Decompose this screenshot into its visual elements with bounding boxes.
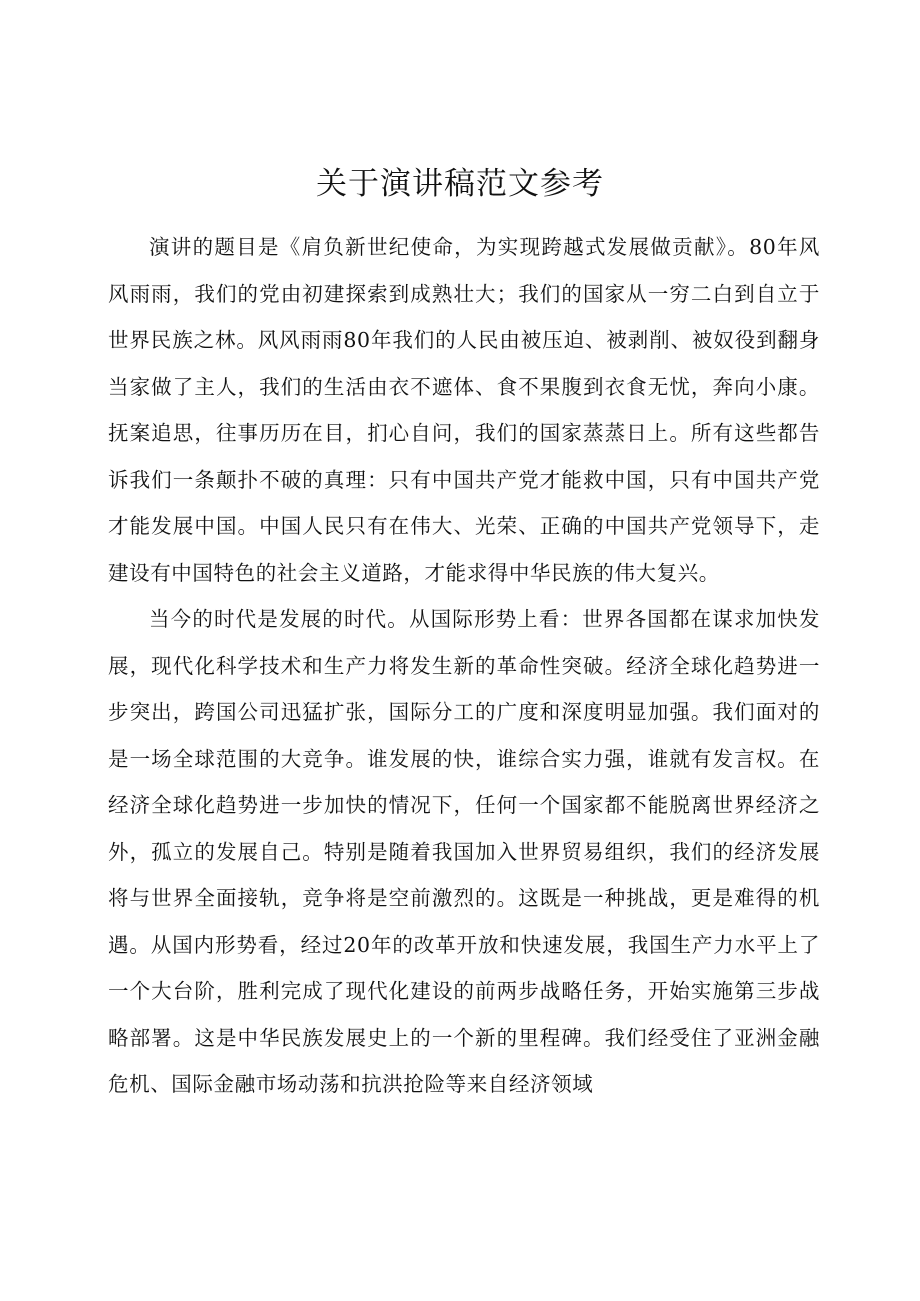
paragraph-2: 当今的时代是发展的时代。从国际形势上看：世界各国都在谋求加快发展，现代化科学技术和生产力将发生新的革命性突破。经济全球化趋势进一步突出，跨国公司迅猛扩张，国际分工的广度和深度明显加强。我们面对的是一场全球范围的大竞争。谁发展的快，谁综合实力强，谁就有发言权。在经济全球化趋势进一步加快的情况下，任何一个国家都不能脱离世界经济之外，孤立的发展自己。特别是随着我国加入世界贸易组织，我们的经济发展将与世界全面接轨，竞争将是空前激烈的。这既是一种挑战，更是难得的机遇。从国内形势看，经过20年的改革开放和快速发展，我国生产力水平上了一个大台阶，胜利完成了现代化建设的前两步战略任务，开始实施第三步战略部署。这是中华民族发展史上的一个新的里程碑。我们经受住了亚洲金融危机、国际金融市场动荡和抗洪抢险等来自经济领域 [108, 607, 820, 1096]
paragraph-1: 演讲的题目是《肩负新世纪使命，为实现跨越式发展做贡献》。80年风风雨雨，我们的党由初建探索到成熟壮大；我们的国家从一穷二白到自立于世界民族之林。风风雨雨80年我们的人民由被压迫、被剥削、被奴役到翻身当家做了主人，我们的生活由衣不遮体、食不果腹到衣食无忧，奔向小康。抚案追思，往事历历在目，扪心自问，我们的国家蒸蒸日上。所有这些都告诉我们一条颠扑不破的真理：只有中国共产党才能救中国，只有中国共产党才能发展中国。中国人民只有在伟大、光荣、正确的中国共产党领导下，走建设有中国特色的社会主义道路，才能求得中华民族的伟大复兴。 [108, 235, 820, 585]
document-title: 关于演讲稿范文参考 [316, 166, 604, 202]
document-body [108, 224, 820, 1108]
